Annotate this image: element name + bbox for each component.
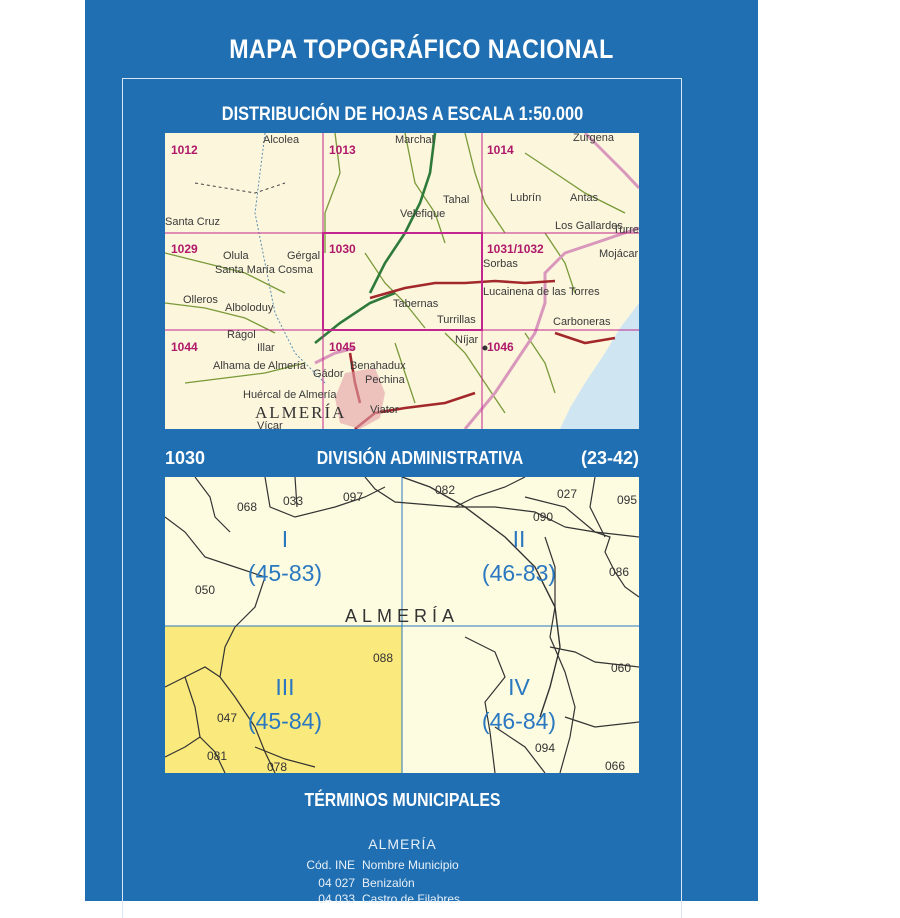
place-label: Velefique [400,208,446,220]
place-label: Pechina [365,374,405,386]
place-label: Los Gallardos [555,220,623,232]
quadrant-numeral: II [512,526,526,552]
quadrant-code: (45-83) [247,560,323,586]
place-label: Marchal [395,134,435,146]
municipality-code: 082 [435,483,456,497]
administrative-division-map[interactable] [165,477,639,773]
sheet-label: 1013 [329,143,356,157]
place-label: Alhama de Almería [213,360,306,372]
municipality-code: 094 [535,741,556,755]
sheet-label: 1031/1032 [487,242,544,256]
municipality-code: 068 [237,500,258,514]
place-label: Sorbas [483,258,518,270]
municipality-name: Benizalón [362,876,415,890]
place-label: Olleros [183,294,218,306]
quadrant-numeral: IV [508,674,530,700]
terms-title: TÉRMINOS MUNICIPALES [304,790,501,810]
sheet-label: 1012 [171,143,198,157]
quadrant-code: (46-84) [481,708,557,734]
quadrant-code: (46-83) [481,560,557,586]
place-label: Vícar [257,420,283,429]
name-column-header: Nombre Municipio [362,858,459,872]
province-label: ALMERÍA [344,606,460,626]
sheet-label: 1029 [171,242,198,256]
municipality-code: 081 [207,749,228,763]
municipality-code: 090 [533,510,554,524]
municipality-code: 095 [617,493,638,507]
division-title: DIVISIÓN ADMINISTRATIVA [316,448,524,468]
municipality-code: 097 [343,490,364,504]
distribution-title: DISTRIBUCIÓN DE HOJAS A ESCALA 1:50.000 [221,104,584,125]
place-label: Santa María Cosma [215,264,313,276]
place-label: Níjar [455,334,479,346]
place-label: Alboloduy [225,302,274,314]
place-label: Turrillas [437,314,476,326]
place-label: Carboneras [553,316,611,328]
municipality-code: 033 [283,494,304,508]
sheet-number: 1030 [165,448,206,468]
quadrant-numeral: III [275,674,295,700]
map-cover [85,0,758,906]
main-title: MAPA TOPOGRÁFICO NACIONAL [229,34,614,64]
place-label: Tahal [443,194,470,206]
place-label: Rágol [227,329,256,341]
place-label: Mojácar [599,248,639,260]
municipality-code: 060 [611,661,632,675]
place-label: Zurgena [573,133,614,144]
municipality-code: 047 [217,711,238,725]
municipality-code: 050 [195,583,216,597]
code-column-header: Cód. INE [306,858,355,872]
sheet-label: 1044 [171,340,198,354]
place-label: Tabernas [393,298,439,310]
place-label: Viator [370,404,399,416]
municipality-code: 078 [267,760,288,773]
municipality-code: 088 [373,651,394,665]
sheet-label: 1014 [487,143,514,157]
quadrant-code: (45-84) [247,708,323,734]
place-label: Huércal de Almería [243,389,337,401]
terms-province: ALMERÍA [368,836,437,852]
city-label: ALMERÍA [255,403,347,422]
sheet-label: 1030 [329,242,356,256]
municipality-ine-code: 04 033 [318,892,355,906]
municipality-name: Castro de Filabres [362,892,461,906]
place-label: Lucainena de las Torres [483,286,600,298]
municipality-ine-code: 04 027 [318,876,355,890]
municipality-code: 066 [605,759,626,773]
place-label: Gádor [313,368,344,380]
place-label: Antas [570,192,599,204]
sheet-label: 1045 [329,340,356,354]
place-label: Olula [223,250,249,262]
place-label: Alcolea [263,134,300,146]
place-label: Santa Cruz [165,216,221,228]
municipality-code: 086 [609,565,630,579]
municipality-code: 027 [557,487,578,501]
quadrant-numeral: I [281,526,289,552]
place-label: Benahadux [350,360,406,372]
place-label: Gérgal [287,250,321,262]
sheet-label: 1046 [487,340,514,354]
place-label: Illar [257,342,275,354]
sheet-distribution-map[interactable] [165,133,639,429]
place-label: Lubrín [510,192,542,204]
division-code: (23-42) [580,448,639,468]
place-label: Turre [613,224,639,236]
